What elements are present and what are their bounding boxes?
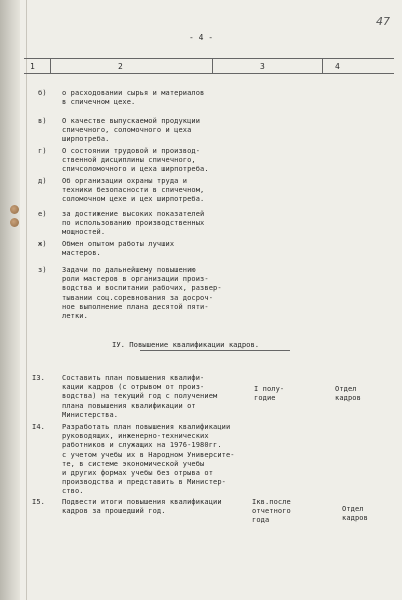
row-term: I полу- годие [254,385,285,403]
column-separator [322,58,323,74]
section-title-underline [140,350,290,351]
row-responsible: Отдел кадров [342,505,368,523]
sheet-number: 47 [376,15,390,28]
item-text: о расходовании сырья и материалов в спичечном цехе. [62,89,205,107]
row-text: Подвести итоги повышения квалификации кадров за прошедший год. [62,498,222,516]
item-marker: з) [38,266,47,274]
column-header-1: 1 [30,62,35,71]
column-header-3: 3 [260,62,265,71]
item-text: за достижение высоких показателей по использованию производственных мощностей. [62,210,205,237]
item-text: О состоянии трудовой и производ- ственной дисциплины спичечного, спичсоломочного и цеха ширпотреба. [62,147,209,174]
item-text: О качестве выпускаемой продукции спичечного, соломочного и цеха ширпотреба. [62,117,201,144]
column-separator [50,58,51,74]
item-marker: д) [38,177,47,185]
item-marker: в) [38,117,47,125]
column-separator [212,58,213,74]
header-bottom-rule [24,73,394,74]
section-title: IУ. Повышение квалификации кадров. [112,340,260,349]
item-text: Об организации охраны труда и техники безопасности в спичечном, соломочном цехе и цех ширпотреба. [62,177,205,204]
punch-hole-icon [10,205,19,214]
item-marker: ж) [38,240,47,248]
item-marker: г) [38,147,47,155]
row-number: I5. [32,498,45,506]
row-number: I3. [32,374,45,382]
row-text: Составить план повышения квалифи- кации кадров (с отрывом от произ- водства) на текущий год с получением плана повышения квалификации от Министерства. [62,374,218,419]
item-marker: б) [38,89,47,97]
row-responsible: Отдел кадров [335,385,361,403]
header-top-rule [24,58,394,59]
row-number: I4. [32,423,45,431]
item-text: Задачи по дальнейшему повышению роли мастеров в организации произ- водства и воспитании рабочих, развер- тывании соц.соревнования за досроч- ное выполнение плана десятой пяти- летки. [62,266,222,321]
row-text: Разработать план повышения квалификации руководящих, инженерно-технических работников и служащих на 1976-1980гг. с учетом учебы их в Народном Университе- те, в системе экономической учебы и других формах учебы без отрыва от производства и представить в Министер- ство. [62,423,235,496]
binding-fold-line [26,0,27,600]
page-binding [0,0,20,600]
column-header-4: 4 [335,62,340,71]
item-text: Обмен опытом работы лучших мастеров. [62,240,175,258]
punch-hole-icon [10,218,19,227]
page-number: - 4 - [188,33,214,42]
row-term: Iкв.после отчетного года [252,498,291,525]
item-marker: е) [38,210,47,218]
column-header-2: 2 [118,62,123,71]
